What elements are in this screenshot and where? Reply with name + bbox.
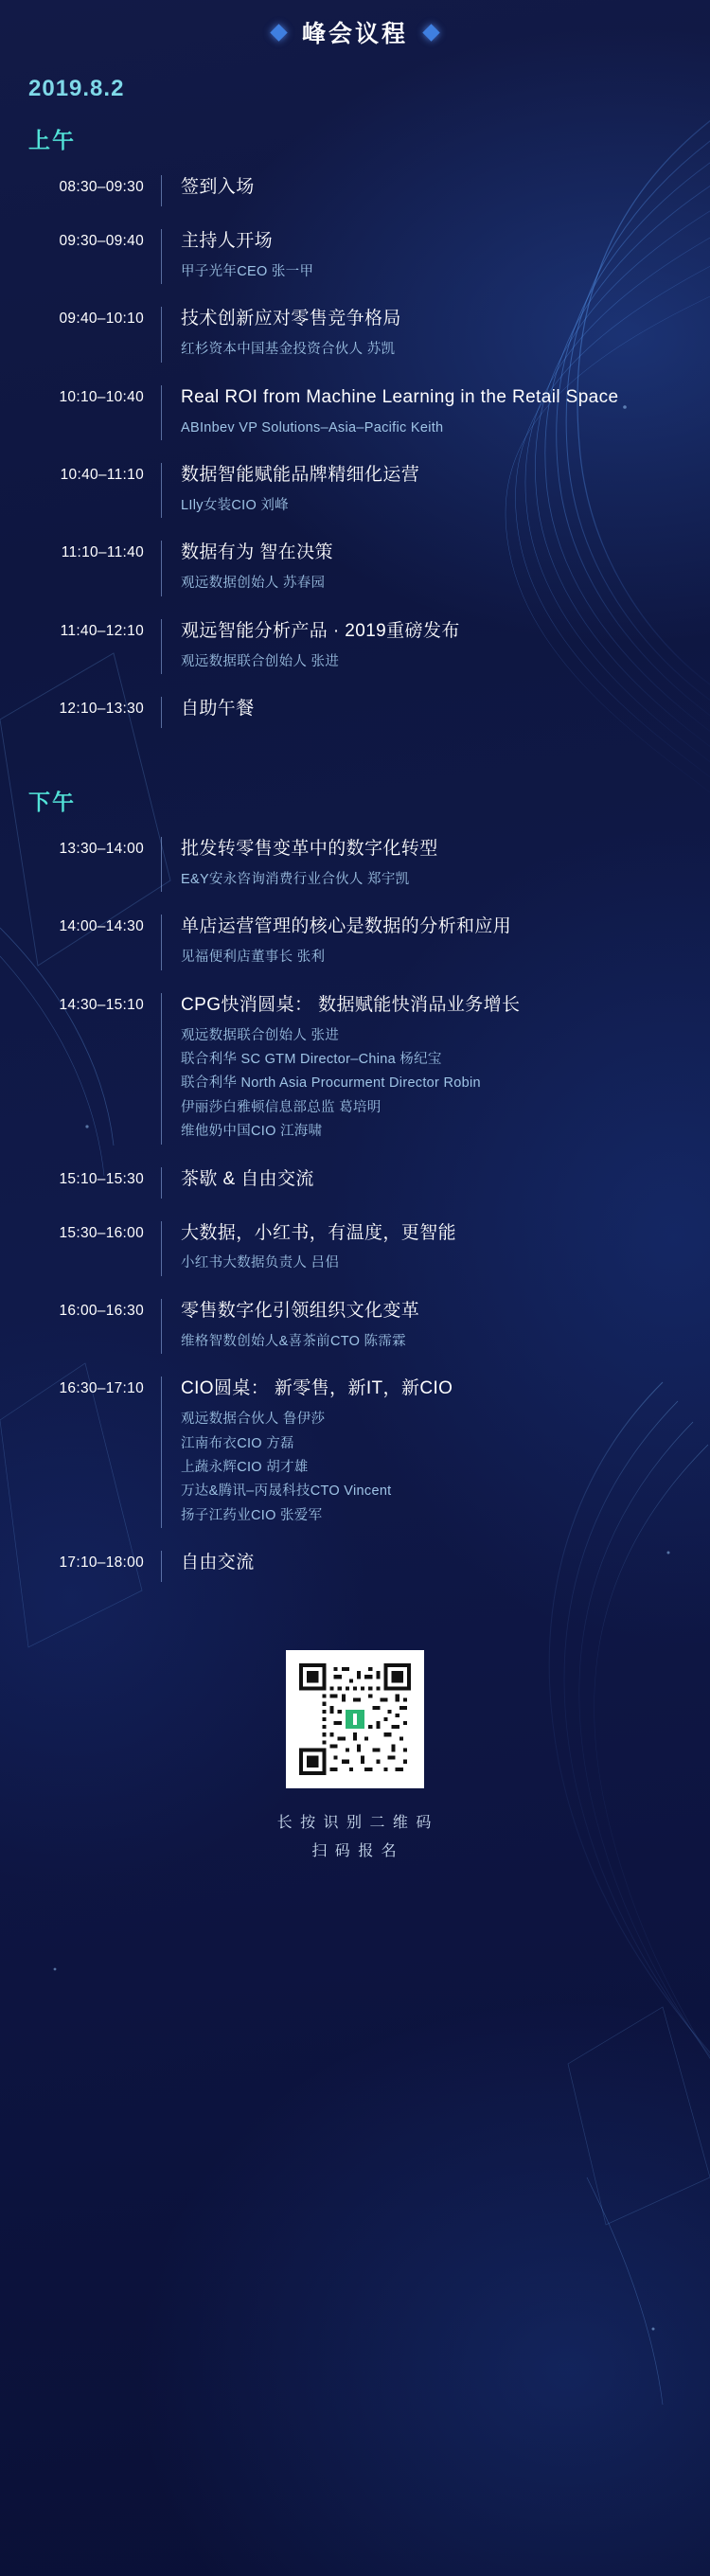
agenda-row [0,529,710,607]
agenda-topic: Real ROI from Machine Learning in the Retail Space [181,386,619,407]
agenda-speaker: 联合利华 SC GTM Director–China 杨纪宝 [181,1052,442,1068]
agenda-content [162,619,687,674]
agenda-row [0,1288,710,1365]
agenda-speakers [181,650,687,674]
agenda-topic: 自助午餐 [181,699,255,720]
qr-section [0,1650,710,1924]
agenda-time: 09:30–09:40 [59,232,144,249]
agenda-speaker: 维格智数创始人&喜茶前CTO 陈霈霖 [181,1333,406,1349]
agenda-row [0,452,710,529]
agenda-content [162,915,687,969]
agenda-speaker: 甲子光年CEO 张一甲 [181,263,314,279]
qr-caption-line1: 长 按 识 别 二 维 码 [276,1815,434,1831]
agenda-speakers [181,1330,687,1354]
agenda-topic: 主持人开场 [181,230,274,251]
agenda-speaker: E&Y安永咨询消费行业合伙人 郑宇凯 [181,871,410,887]
agenda-time: 09:40–10:10 [59,311,144,328]
agenda-speaker: 伊丽莎白雅顿信息部总监 葛培明 [181,1099,382,1115]
agenda-speaker: ABInbev VP Solutions–Asia–Pacific Keith [181,419,444,435]
diamond-left-icon [270,24,287,41]
agenda-content [162,837,687,892]
agenda-time: 10:10–10:40 [59,388,144,405]
agenda-time: 16:30–17:10 [59,1380,144,1397]
agenda-speakers [181,260,687,284]
agenda-speakers [181,417,687,440]
agenda-speaker: 见福便利店董事长 张利 [181,950,326,966]
agenda-topic: CPG快消圆桌： 数据赋能快消品业务增长 [181,994,521,1015]
agenda-row [0,982,710,1156]
agenda-topic: 数据有为 智在决策 [181,542,333,563]
agenda-speaker: 扬子江药业CIO 张爱军 [181,1507,323,1523]
agenda-speakers [181,1024,687,1145]
agenda-content [162,229,687,284]
agenda-row [0,608,710,685]
section-gap [0,739,710,764]
agenda-topic: 大数据，小红书，有温度，更智能 [181,1222,457,1243]
agenda-speaker: 观远数据联合创始人 张进 [181,653,340,669]
agenda-time: 14:30–15:10 [59,996,144,1013]
agenda-speakers [181,338,687,362]
session-title-afternoon: 下午 [28,790,76,814]
agenda-speaker: 上蔬永辉CIO 胡才雄 [181,1459,309,1475]
agenda-content [162,1299,687,1354]
agenda-speaker: 小红书大数据负责人 吕侣 [181,1255,340,1271]
agenda-speaker: 观远数据联合创始人 张进 [181,1027,340,1043]
agenda-topic: 签到入场 [181,177,255,197]
agenda-row [0,218,710,295]
agenda-time: 11:10–11:40 [61,544,144,561]
agenda-content [162,1221,687,1276]
agenda-content [162,463,687,518]
qr-caption-line2: 扫 码 报 名 [311,1843,399,1860]
agenda-speaker: 维他奶中国CIO 江海啸 [181,1124,323,1140]
agenda-row [0,1156,710,1210]
agenda-time: 14:00–14:30 [59,918,144,935]
agenda-topic: 自由交流 [181,1553,255,1573]
agenda-content [162,1377,687,1528]
agenda-time: 16:00–16:30 [59,1302,144,1319]
agenda-content [162,1167,687,1199]
agenda-topic: CIO圆桌： 新零售，新IT，新CIO [181,1378,453,1399]
diamond-right-icon [422,24,439,41]
agenda-topic: 数据智能赋能品牌精细化运营 [181,465,420,485]
agenda-speakers [181,1408,687,1528]
qr-code[interactable] [286,1650,424,1788]
agenda-content [162,993,687,1145]
agenda-content [162,385,687,440]
agenda-row [0,374,710,452]
agenda-speakers [181,572,687,595]
agenda-time: 10:40–11:10 [60,467,144,483]
poster-header [0,0,710,49]
agenda-row [0,903,710,981]
agenda-speaker: 观远数据创始人 苏春园 [181,576,326,592]
agenda-row [0,1539,710,1593]
agenda-row [0,826,710,903]
agenda-content [162,697,687,728]
agenda-topic: 单店运营管理的核心是数据的分析和应用 [181,916,512,937]
agenda-topic: 观远智能分析产品 · 2019重磅发布 [181,620,460,641]
agenda-time: 17:10–18:00 [59,1554,144,1572]
agenda-content [162,1551,687,1582]
session-title-morning: 上午 [28,128,76,152]
agenda-content [162,307,687,362]
agenda-speaker: LIly女装CIO 刘峰 [181,497,289,513]
page-title: 峰会议程 [301,21,408,47]
agenda-speaker: 万达&腾讯–丙晟科技CTO Vincent [181,1483,392,1500]
agenda-content [162,175,687,206]
agenda-time: 08:30–09:30 [59,179,144,195]
agenda-list-morning [0,164,710,739]
agenda-time: 15:30–16:00 [59,1224,144,1241]
agenda-topic: 技术创新应对零售竞争格局 [181,309,401,329]
agenda-row [0,295,710,373]
agenda-speaker: 江南布衣CIO 方磊 [181,1435,294,1451]
agenda-time: 11:40–12:10 [60,622,144,639]
agenda-row [0,685,710,739]
agenda-speaker: 联合利华 North Asia Procurment Director Robin [181,1075,481,1092]
agenda-time: 13:30–14:00 [59,841,144,857]
agenda-time: 15:10–15:30 [59,1170,144,1187]
agenda-topic: 批发转零售变革中的数字化转型 [181,839,438,859]
event-date: 2019.8.2 [28,76,125,101]
agenda-speakers [181,946,687,969]
agenda-speaker: 观远数据合伙人 鲁伊莎 [181,1412,326,1428]
agenda-speaker: 红杉资本中国基金投资合伙人 苏凯 [181,342,396,358]
agenda-speakers [181,1252,687,1275]
agenda-content [162,541,687,595]
agenda-row [0,1365,710,1539]
agenda-list-afternoon [0,826,710,1593]
agenda-speakers [181,494,687,518]
agenda-time: 12:10–13:30 [59,701,144,718]
agenda-topic: 零售数字化引领组织文化变革 [181,1300,420,1321]
qr-caption [0,1809,710,1867]
agenda-topic: 茶歇 & 自由交流 [181,1168,314,1189]
agenda-row [0,164,710,218]
agenda-speakers [181,868,687,892]
agenda-row [0,1210,710,1288]
